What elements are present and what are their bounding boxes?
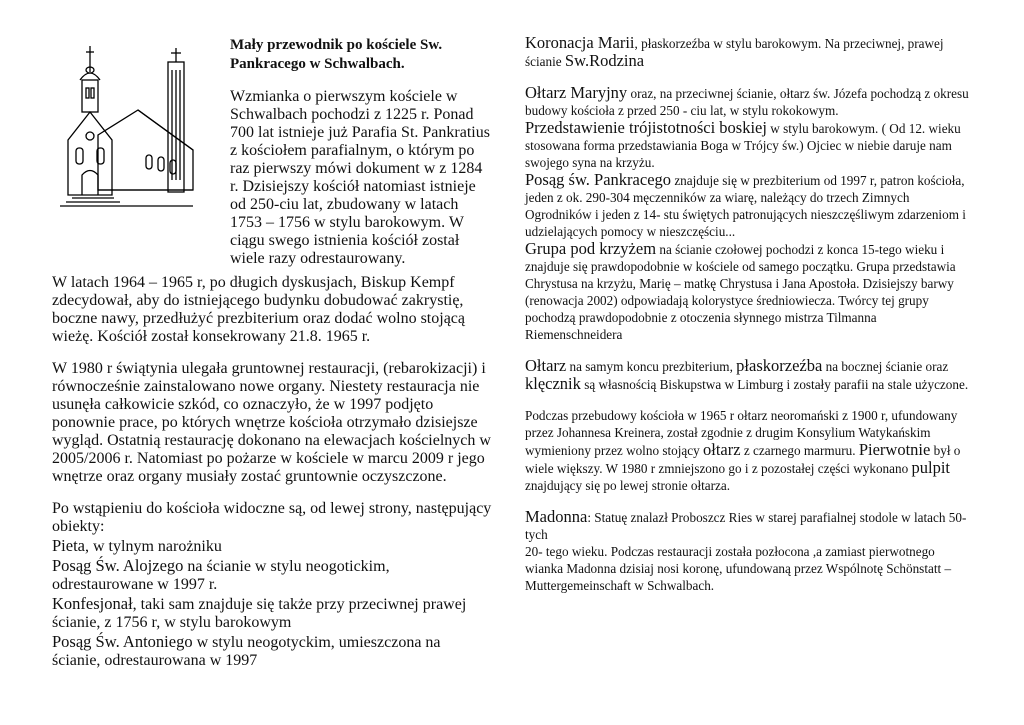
item-konfesjonal: Konfesjonał, taki sam znajduje się także przy przeciwnej prawej ścianie, z 1756 r, w stylu barokowym xyxy=(52,594,467,631)
paragraph-objects-intro: Po wstąpieniu do kościoła widoczne są, od lewej strony, następujący obiekty: xyxy=(52,500,492,535)
item-pieta: Pieta, w tylnym narożniku xyxy=(52,536,222,555)
dome xyxy=(80,73,100,80)
item-trojistotnosc: Przedstawienie trójistotności boskiej w stylu barokowym. ( Od 12. wieku stosowana forma przedstawiania Boga w Trójcy św.) Ojciec w niebie daruje nam swojego syna na krzyżu. xyxy=(525,118,961,170)
paragraph-1980: W 1980 r świątynia ulegała gruntownej restauracji, (rebarokizacji) i równocześnie zainstalowano nowe organy. Niestety restauracja nie usunęła całkowicie szkód, co oznaczyło, że w 1997 podjęto ponownie prace, po których wnętrze kościoła otrzymało dzisiejsze wygląd. Ostatnią restaurację dokonano na elewacjach kościelnych w 2005/2006 r. Natomiast po pożarze w kościele w marcu 2009 r jego wnętrze oraz organy musiały zostać gruntownie oczyszczone. xyxy=(52,360,491,485)
window-3 xyxy=(170,160,176,174)
item-oltarz: Ołtarz na samym koncu prezbiterium, płaskorzeźba na bocznej ścianie oraz klęcznik są własnością Biskupstwa w Limburg i zostały parafii na stale użyczone. xyxy=(525,356,969,393)
item-koronacja: Koronacja Marii, płaskorzeźba w stylu barokowym. Na przeciwnej, prawej ścianie Sw.Rodzina xyxy=(525,33,944,70)
page-title: Mały przewodnik po kościele Sw. Pankracego w Schwalbach. xyxy=(230,37,443,72)
item-oltarz-maryjny: Ołtarz Maryjny oraz, na przeciwnej ścianie, ołtarz św. Józefa pochodzą z okresu budowy kościoła z przed 250 - ciu lat, w stylu rokokowym. xyxy=(525,83,969,118)
left-column xyxy=(52,274,492,670)
intro-paragraph: Wzmianka o pierwszym kościele w Schwalbach pochodzi z 1225 r. Ponad 700 lat istnieje już Parafia St. Pankratius z kościołem parafialnym, o którym po raz pierwszy mówi dokument w z 1284 r. Dzisiejszy kościół natomiast istnieje od 250-ciu lat, zbudowany w latach 1753 – 1756 w stylu barokowym. W ciągu swego istnienia kościół został wiele razy odrestaurowany. xyxy=(230,88,490,267)
item-pankracy: Posąg św. Pankracego znajduje się w prezbiterium od 1997 r, patron kościoła, jeden z ok. 290-304 męczenników za wiarę, należący do trzech Zimnych Ogrodników i jeden z 14- stu świętych patronujących nieszczęśliwym zdarzeniom i udzielających pomocy w nieszczęściu... xyxy=(525,170,966,239)
bell-tower xyxy=(82,80,98,112)
church-illustration xyxy=(58,40,198,215)
item-antoni: Posąg Św. Antoniego w stylu neogotyckim, umieszczona na ścianie, odrestaurowana w 1997 xyxy=(52,632,441,669)
facade xyxy=(68,112,112,195)
window-1 xyxy=(146,155,152,169)
door xyxy=(82,171,98,196)
item-alojzy: Posąg Św. Alojzego na ścianie w stylu neogotickim, odrestaurowane w 1997 r. xyxy=(52,556,390,593)
item-przebudowa-1965: Podczas przebudowy kościoła w 1965 r ołtarz neoromański z 1900 r, ufundowany przez Johannesa Kreinera, został zgodnie z drugim Konsylium Watykańskim wymieniony przez wolno stojący ołtarz z czarnego marmuru. Pierwotnie był o wiele większy. W 1980 r zmniejszono go i z pozostałej części wykonano pulpit znajdujący się po lewej stronie ołtarza. xyxy=(525,408,961,493)
paragraph-1964: W latach 1964 – 1965 r, po długich dyskusjach, Biskup Kempf zdecydował, aby do istniejącego budynku dobudować zakrystię, boczne nawy, przedłużyć prezbiterium oraz dodać wolno stojącą wieżę. Kościół został konsekrowany 21.8. 1965 r. xyxy=(52,274,465,345)
item-madonna-cont: 20- tego wieku. Podczas restauracji została pozłocona ,a zamiast pierwotnego wianka Madonna dzisiaj nosi koronę, ufundowaną przez Wspólnotę Schönstatt – Muttergemeinschaft w Schwalbach. xyxy=(525,544,952,593)
right-column xyxy=(525,34,975,594)
item-madonna: Madonna: Statuę znalazł Proboszcz Ries w starej parafialnej stodole w latach 50- tych xyxy=(525,507,967,542)
window-2 xyxy=(158,157,164,171)
intro-block xyxy=(230,36,492,268)
item-grupa-pod-krzyzem: Grupa pod krzyżem na ścianie czołowej pochodzi z konca 15-tego wieku i znajduje się prawdopodobnie w kościele od samego początku. Grupa przedstawia Chrystusa na krzyżu, Marię – matkę Chrystusa i Jana Apostoła. Dzisiejszy barwy (renowacja 2002) odpowiadają kolorystyce średniowiecza. Twórcy tej grupy pochodzą prawdopodobnie z otoczenia słynnego mistrza Tilmanna Riemenschneidera xyxy=(525,239,956,342)
